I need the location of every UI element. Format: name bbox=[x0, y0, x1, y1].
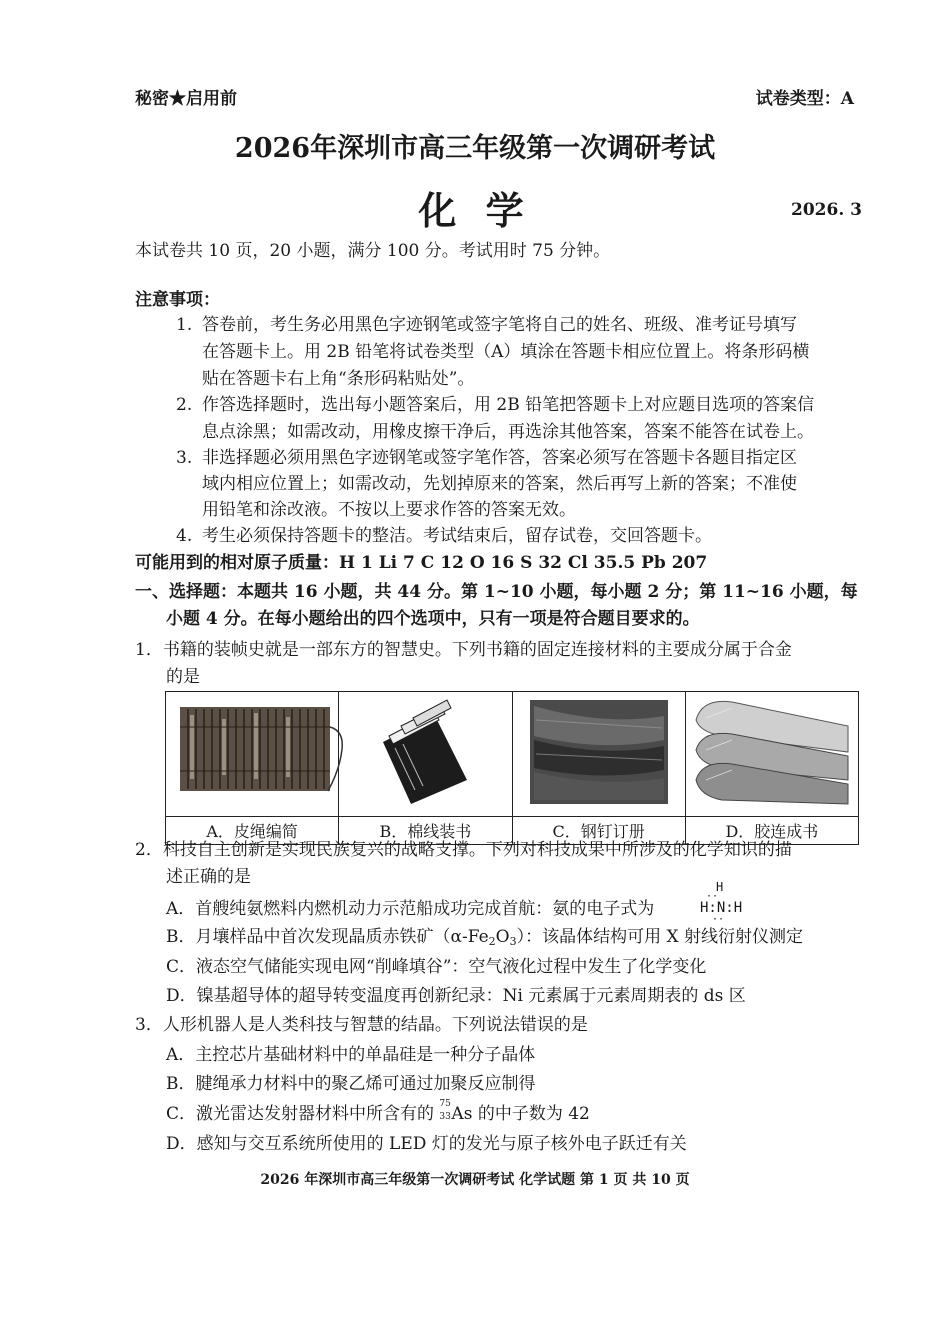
note-line: 域内相应位置上；如需改动，先划掉原来的答案，然后再写上新的答案；不准使 bbox=[202, 474, 797, 494]
subscript: 2 bbox=[488, 935, 496, 948]
image-glue-bound-books bbox=[685, 692, 858, 817]
option-text: A．首艘纯氨燃料内燃机动力示范船成功完成首航：氨的电子式为 bbox=[166, 899, 655, 919]
section-heading: 一、选择题：本题共 16 小题，共 44 分。第 1~10 小题，每小题 2 分；第 11~16 小题，每 bbox=[135, 582, 858, 602]
question-2-option-c: C．液态空气储能实现电网“削峰填谷”：空气液化过程中发生了化学变化 bbox=[166, 957, 707, 977]
note-line: 作答选择题时，选出每小题答案后，用 2B 铅笔把答题卡上对应题目选项的答案信 bbox=[202, 395, 815, 415]
note-line: 考生必须保持答题卡的整洁。考试结束后，留存试卷，交回答题卡。 bbox=[202, 526, 712, 546]
ammonia-top-h: H bbox=[716, 880, 724, 894]
atomic-number: 33 bbox=[439, 1112, 451, 1122]
stapled-booklets-image bbox=[524, 696, 674, 808]
image-thread-bound-books bbox=[339, 692, 512, 817]
exam-title: 2026年深圳市高三年级第一次调研考试 bbox=[234, 133, 716, 164]
note-4 bbox=[176, 525, 712, 547]
note-number: 3. bbox=[176, 448, 193, 468]
glue-bound-books-image bbox=[692, 696, 852, 808]
subject-title: 化 学 bbox=[418, 188, 532, 233]
note-number: 4. bbox=[176, 526, 193, 546]
option-text: C．激光雷达发射器材料中所含有的 bbox=[166, 1104, 435, 1124]
option-text: 的中子数为 42 bbox=[472, 1104, 590, 1124]
question-3-option-b: B．腱绳承力材料中的聚乙烯可通过加聚反应制得 bbox=[166, 1074, 536, 1094]
note-number: 2. bbox=[176, 395, 193, 415]
option-d-caption: D．胶连成书 bbox=[685, 817, 858, 845]
option-text: B．月壤样品中首次发现晶质赤铁矿（α-Fe bbox=[166, 927, 489, 947]
question-1-figure-table bbox=[165, 691, 859, 845]
note-line: 答卷前，考生务必用黑色字迹钢笔或签字笔将自己的姓名、班级、准考证号填写 bbox=[202, 315, 797, 335]
section-heading-cont: 小题 4 分。在每小题给出的四个选项中，只有一项是符合题目要求的。 bbox=[166, 609, 700, 629]
question-2-stem: 2．科技自主创新是实现民族复兴的战略支撑。下列对科技成果中所涉及的化学知识的描 bbox=[135, 840, 792, 860]
notes-heading: 注意事项： bbox=[135, 290, 220, 310]
note-line: 非选择题必须用黑色字迹钢笔或签字笔作答，答案必须写在答题卡各题目指定区 bbox=[202, 448, 797, 468]
question-3-option-a: A．主控芯片基础材料中的单晶硅是一种分子晶体 bbox=[166, 1045, 536, 1065]
ammonia-bond-dots: ·· bbox=[706, 891, 719, 902]
question-2-option-b bbox=[166, 926, 803, 953]
note-3 bbox=[176, 447, 797, 469]
question-1-stem: 1．书籍的装帧史就是一部东方的智慧史。下列书籍的固定连接材料的主要成分属于合金 bbox=[135, 640, 792, 660]
note-1 bbox=[176, 314, 797, 336]
confidential-label: 秘密★启用前 bbox=[135, 89, 237, 109]
question-2-stem-cont: 述正确的是 bbox=[166, 867, 251, 887]
question-2-option-d: D．镍基超导体的超导转变温度再创新纪录：Ni 元素属于元素周期表的 ds 区 bbox=[166, 986, 746, 1006]
note-2 bbox=[176, 394, 814, 416]
image-bamboo-slips bbox=[166, 692, 339, 817]
nuclide-numbers bbox=[439, 1099, 451, 1123]
question-1-stem-cont: 的是 bbox=[166, 667, 200, 687]
option-c-caption: C．钢钉订册 bbox=[512, 817, 685, 845]
atomic-masses: 可能用到的相对原子质量：H 1 Li 7 C 12 O 16 S 32 Cl 35.5 Pb 207 bbox=[135, 553, 708, 573]
option-text: ）：该晶体结构可用 X 射线衍射仪测定 bbox=[516, 927, 804, 947]
page-footer: 2026 年深圳市高三年级第一次调研考试 化学试题 第 1 页 共 10 页 bbox=[260, 1172, 690, 1188]
exam-date: 2026. 3 bbox=[791, 200, 862, 220]
mass-number: 75 bbox=[439, 1099, 451, 1109]
image-stapled-booklets bbox=[512, 692, 685, 817]
note-line: 在答题卡上。用 2B 铅笔将试卷类型（A）填涂在答题卡相应位置上。将条形码横 bbox=[202, 342, 810, 362]
note-line: 息点涂黑；如需改动，用橡皮擦干净后，再选涂其他答案，答案不能答在试卷上。 bbox=[202, 422, 814, 442]
question-3-option-d: D．感知与交互系统所使用的 LED 灯的发光与原子核外电子跃迁有关 bbox=[166, 1134, 687, 1154]
note-number: 1. bbox=[176, 315, 193, 335]
note-line: 贴在答题卡右上角“条形码粘贴处”。 bbox=[202, 369, 475, 389]
note-line: 用铅笔和涂改液。不按以上要求作答的答案无效。 bbox=[202, 500, 576, 520]
option-a-caption: A．皮绳编简 bbox=[166, 817, 339, 845]
paper-type-label: 试卷类型：A bbox=[755, 89, 854, 109]
question-3-stem: 3．人形机器人是人类科技与智慧的结晶。下列说法错误的是 bbox=[135, 1015, 588, 1035]
intro-text: 本试卷共 10 页，20 小题，满分 100 分。考试用时 75 分钟。 bbox=[135, 241, 611, 261]
thread-bound-books-image bbox=[365, 696, 485, 808]
ammonia-electron-formula: H:N:H bbox=[700, 900, 743, 916]
option-b-caption: B．棉线装书 bbox=[339, 817, 512, 845]
subscript: 3 bbox=[509, 935, 517, 948]
bamboo-slips-image bbox=[166, 697, 346, 807]
option-text: O bbox=[495, 927, 510, 947]
element-symbol: As bbox=[451, 1104, 473, 1124]
question-3-option-c bbox=[166, 1099, 590, 1125]
question-2-option-a bbox=[166, 898, 654, 920]
ammonia-lone-pair: ·· bbox=[712, 914, 725, 925]
